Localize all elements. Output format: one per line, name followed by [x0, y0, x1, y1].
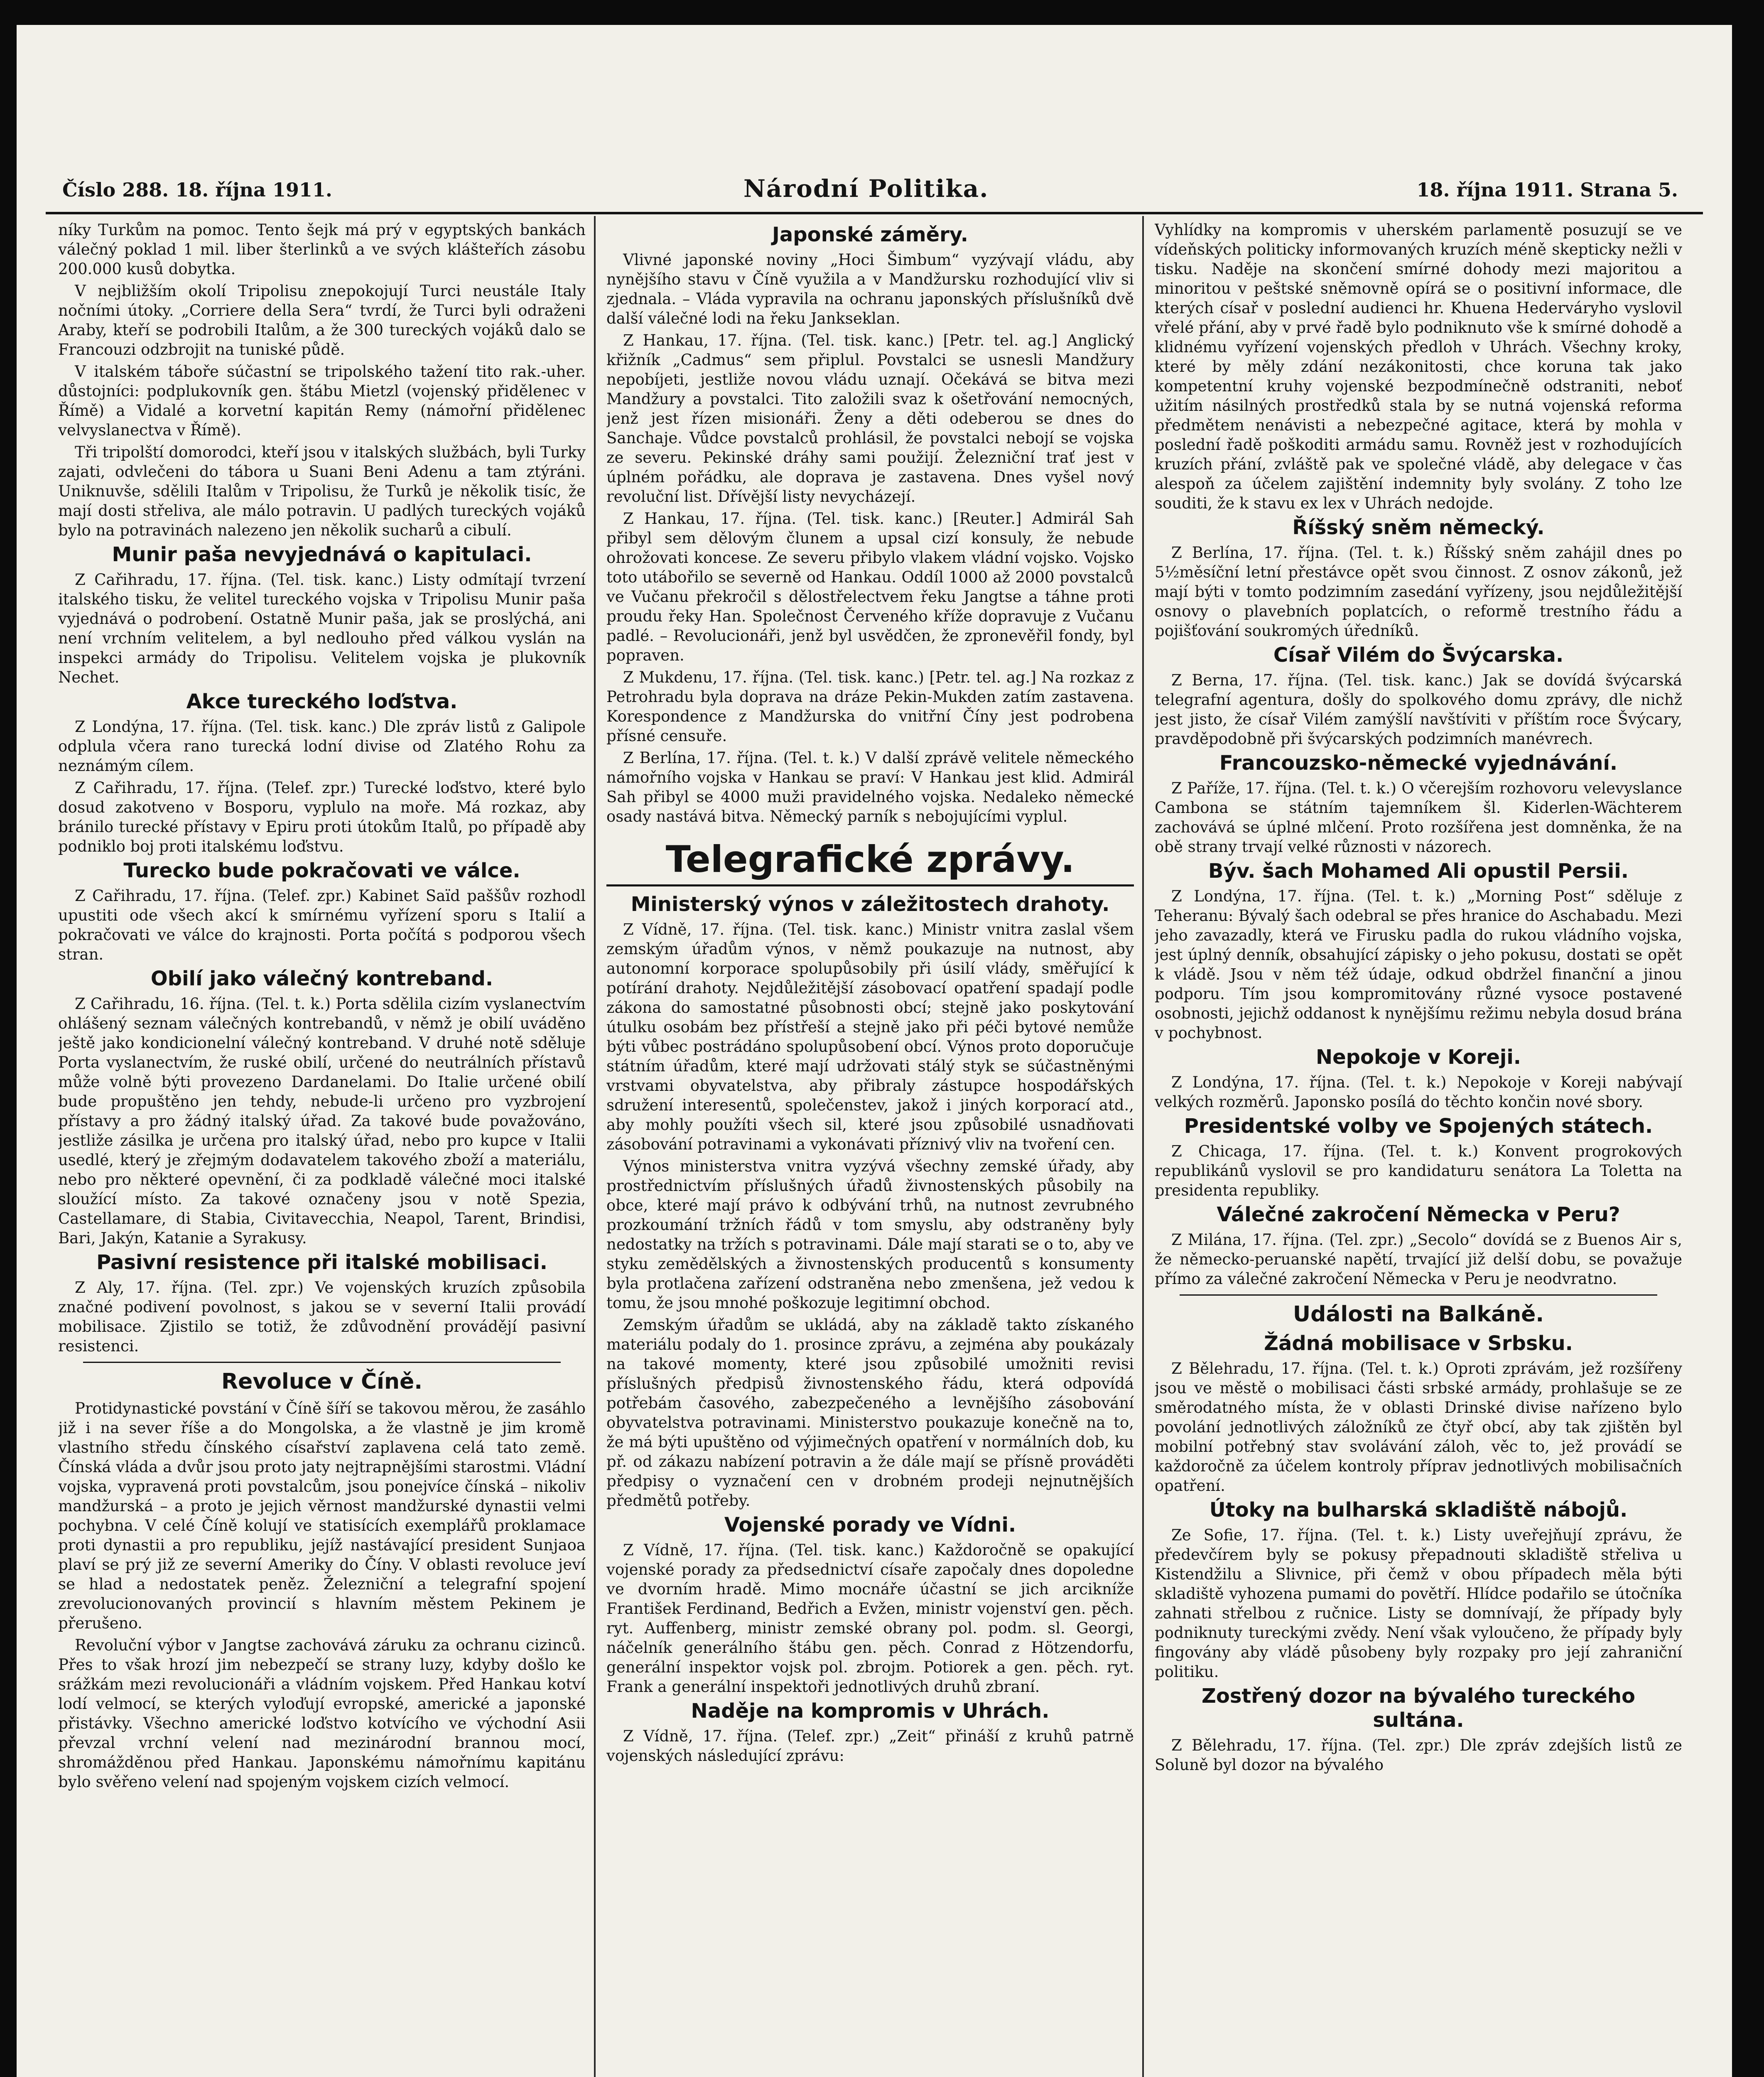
article-heading: Ministerský výnos v záležitostech drahoty.: [631, 893, 1110, 916]
section-separator: [1180, 1294, 1657, 1296]
paragraph: Z Hankau, 17. října. (Tel. tisk. kanc.) [Petr. tel. ag.] Anglický křižník „Cadmus“ sem připlul. Povstalci se usnesli Mandžury nepobíjeti, jestliže novou vládu uznají. Očekává se bitva mezi Mandžury a povstalci. Tito založili svaz k ošetřování nemocných, jenž jest řízen misionáři. Ženy a děti odeberou se dnes do Sanchaje. Vůdce povstalců prohlásil, že povstalci nebojí se vojska ze severu. Pekinské dráhy sami použijí. Železniční trať jest v úplném pořádku, ale doprava je zastavena. Dnes vyšel nový revoluční list. Dřívější listy nevycházejí.: [606, 331, 1134, 506]
newspaper-page: [17, 25, 1732, 2077]
paragraph: Z Mukdenu, 17. října. (Tel. tisk. kanc.) [Petr. tel. ag.] Na rozkaz z Petrohradu byla doprava na dráze Pekin-Mukden zatím zastavena. Korespondence z Mandžurska do vnitřní Číny jest podrobena přísné censuře.: [606, 668, 1134, 745]
paragraph: Z Vídně, 17. října. (Telef. zpr.) „Zeit“ přináší z kruhů patrně vojenských následující zprávu:: [606, 1727, 1134, 1765]
column-divider: [594, 216, 596, 2077]
article-heading: Útoky na bulharská skladiště nábojů.: [1209, 1498, 1628, 1522]
article-heading: Císař Vilém do Švýcarska.: [1273, 643, 1564, 667]
section-title-telegraphic-news: Telegrafické zprávy.: [606, 839, 1134, 886]
article-heading: Býv. šach Mohamed Ali opustil Persii.: [1208, 859, 1629, 883]
paragraph: Z Aly, 17. října. (Tel. zpr.) Ve vojenských kruzích způsobila značné podivení povolnost, s jakou se v severní Italii provádí mobilisace. Zjistilo se totiž, že zdůvodnění provádějí pasivní resistenci.: [58, 1279, 586, 1355]
paragraph: Z Cařihradu, 17. října. (Telef. zpr.) Turecké loďstvo, které bylo dosud zakotveno v Bosporu, vyplulo na moře. Má rozkaz, aby bránilo turecké přístavy v Epiru proti útokům Italů, po případě aby podniklo boj proti italskému loďstvu.: [58, 779, 586, 855]
column-3: [1155, 220, 1682, 2077]
article-heading: Japonské záměry.: [772, 223, 968, 246]
paragraph: Z Londýna, 17. října. (Tel. t. k.) „Morning Post“ sděluje z Teheranu: Bývalý šach odebral se přes hranice do Aschabadu. Mezi jeho zavazadly, která ve Firusku padla do rukou vládního vojska, jest úplný denník, obsahující zápisky o jeho pokusu, dostati se opět k vládě. Jsou v něm též údaje, odkud obdržel finanční a jinou podporu. Tím jsou kompromitovány různé vysoce postavené osobnosti, jejichž oddanost k nynějšímu režimu nebyla dosud brána v pochybnost.: [1155, 887, 1682, 1042]
paragraph: Vlivné japonské noviny „Hoci Šimbum“ vyzývají vládu, aby nynějšího stavu v Číně využila a v Mandžursku rozhodující vliv si zjednala. – Vláda vypravila na ochranu japonských příslušníků dvě další válečné lodi na řeku Jankseklan.: [606, 251, 1134, 327]
paragraph: V nejbližším okolí Tripolisu znepokojují Turci neustále Italy nočními útoky. „Corriere della Sera“ tvrdí, že Turci byli odraženi Araby, kteří se podrobili Italům, a že 300 tureckých vojáků dalo se Francouzi odzbrojit na tuniské půdě.: [58, 282, 586, 358]
paragraph: Z Berlína, 17. října. (Tel. t. k.) Říšský sněm zahájil dnes po 5½měsíční letní přestávce opět svou činnost. Z osnov zákonů, jež mají býti v tomto podzimním zasedání vyřízeny, jsou nejdůležitější osnovy o plavebních poplatcích, o reformě trestního řádu a pojišťování soukromých úředníků.: [1155, 544, 1682, 640]
section-separator: [83, 1362, 561, 1363]
article-heading: Francouzsko-německé vyjednávání.: [1219, 751, 1618, 775]
paragraph: Z Hankau, 17. října. (Tel. tisk. kanc.) [Reuter.] Admirál Sah přibyl sem dělovým člunem a upsal cizí konsuly, že nebude ohrožovati koncese. Ze severu přibylo vlakem vládní vojsko. Vojsko toto utábořilo se severně od Hankau. Oddíl 1000 až 2000 povstalců ve Vučanu překročil s dělostřelectvem řeku Jangtse a táhne proti proudu řeky Han. Společnost Červeného kříže dopravuje z Vučanu padlé. – Revolucionáři, jenž byl usvědčen, že zpronevěřil fondy, byl popraven.: [606, 510, 1134, 664]
paragraph: Z Londýna, 17. října. (Tel. tisk. kanc.) Dle zpráv listů z Galipole odplula včera ranо turecká lodní divise od Zlatého Rohu za neznámým cílem.: [58, 718, 586, 775]
article-heading: Naděje na kompromis v Uhrách.: [691, 1699, 1050, 1723]
article-heading: Nepokoje v Koreji.: [1315, 1046, 1521, 1069]
paragraph: Z Vídně, 17. října. (Tel. tisk. kanc.) Ministr vnitra zaslal všem zemským úřadům výnos, v němž poukazuje na nutnost, aby autonomní korporace spolupůsobily při úsilí vlády, směřující k potírání drahoty. Nejdůležitější zásobovací opatření spadají podle zákona do samostatné působnosti obcí; stejně jako poskytování útulku osobám bez přístřeší a stejně jako při péči bytové nemůže býti vůbec postrádáno spolupůsobení obcí. Výnos proto doporučuje státním úřadům, které mají udržovati stálý styk se súčastněnými vrstvami obyvatelstva, aby přibraly zástupce hospodářských sdružení interesentů, společenstev, jakož i jiných korporací atd., aby mohly použíti všech sil, které jsou způsobilé usnadňovati zásobování potravinami a vykonávati příznivý vliv na tvoření cen.: [606, 921, 1134, 1153]
paragraph: Z Berlína, 17. října. (Tel. t. k.) V další zprávě velitele německého námořního vojska v Hankau se praví: V Hankau jest klid. Admirál Sah přibyl se 4000 muži pravidelného vojska. Nedaleko německé osady nastává bitva. Německý parník s nebojujícími vyplul.: [606, 749, 1134, 825]
article-heading: Zostřený dozor na bývalého tureckého sultána.: [1202, 1684, 1635, 1732]
paragraph: Ze Sofie, 17. října. (Tel. t. k.) Listy uveřejňují zprávu, že předevčírem byly se pokusy přepadnouti skladiště střeliva u Kistendžilu a Slivnice, při čemž v obou případech měla býti skladiště vyhozena pumami do povětří. Hlídce podařilo se útočníka zahnati střelbou z ručnice. Listy se domnívají, že případy byly podniknuty tureckými zvědy. Není však vyloučeno, že případy byly fingovány aby vládě působeny byly rozpaky pro její zahraniční politiku.: [1155, 1526, 1682, 1681]
masthead-rule: [46, 212, 1703, 214]
paragraph: Z Cařihradu, 16. října. (Tel. t. k.) Porta sdělila cizím vyslanectvím ohlášený seznam válečných kontrebandů, v němž je obilí uváděno ještě jako kondicionelní válečný kontreband. V druhé notě sděluje Porta vyslanectvím, že ruské obilí, určené do neutrálních přístavů může volně býti provezeno Dardanelami. Do Italie určené obilí bude propuštěno jen tehdy, nebude-li určeno pro vyzbrojení přístavy a pro žádný italský úřad. Za takové bude považováno, jestliže zásilka je určena pro italský úřad, nebo pro kupce v Italii usedlé, který je zřejmým dodavatelem takového zboží a materiálu, nebo pro některé opevnění, či za podkladě válečné moci italské sloužící místo. Za takové označeny jsou v notě Spezia, Castellamare, di Stabia, Civitavecchia, Neapol, Tarent, Brindisi, Bari, Jakýn, Katanie a Syrakusy.: [58, 995, 586, 1247]
article-heading: Žádná mobilisace v Srbsku.: [1264, 1332, 1573, 1355]
article-heading: Presidentské volby ve Spojených státech.: [1184, 1115, 1653, 1138]
paragraph: níky Turkům na pomoc. Tento šejk má prý v egyptských bankách válečný poklad 1 mil. liber šterlinků a ve svých klášteřích zásobu 200.000 kusů dobytka.: [58, 221, 586, 278]
paragraph: Z Chicaga, 17. října. (Tel. t. k.) Konvent progrokových republikánů vyslovil se pro kandidaturu senátora La Toletta na presidenta republiky.: [1155, 1142, 1682, 1199]
article-heading: Munir paša nevyjednává o kapitulaci.: [112, 543, 532, 566]
paragraph: Výnos ministerstva vnitra vyzývá všechny zemské úřady, aby prostřednictvím příslušných úřadů živnostenských působily na obce, které mají právo k odbývání trhů, na nutnost zevrubného prozkoumání tržních řádů v tom smyslu, aby odstraněny byly nedostatky na tržích s potravinami. Dále mají starati se o to, aby ve styku zemědělských a živnostenských producentů s konsumenty byla protlačena zařízení odstraněna nebo zmenšena, jež vedou k tomu, že jsou mnohé poškozuje legitimní obchod.: [606, 1157, 1134, 1312]
article-heading: Říšský sněm německý.: [1292, 516, 1545, 539]
column-divider: [1142, 216, 1144, 2077]
paragraph: Z Cařihradu, 17. října. (Tel. tisk. kanc.) Listy odmítají tvrzení italského tisku, že velitel tureckého vojska v Tripolisu Munir paša vyjednává o podrobení. Ostatně Munir paša, jak se proslýchá, ani není vrchním velitelem, a byl nedlouho před válkou vyslán na inspekci armády do Tripolisu. Velitelem vojska je plukovník Nechet.: [58, 571, 586, 686]
column-1: [58, 220, 586, 2077]
paragraph: Z Cařihradu, 17. října. (Telef. zpr.) Kabinet Saïd paššův rozhodl upustiti ode všech akcí k smírnému vyřízení sporu s Italií a pokračovati ve válce do krajnosti. Porta počítá s podporou všech stran.: [58, 887, 586, 963]
issue-number: Číslo 288. 18. října 1911.: [62, 179, 332, 201]
article-heading: Vojenské porady ve Vídni.: [724, 1513, 1016, 1537]
paragraph: Zemským úřadům se ukládá, aby na základě takto získaného materiálu podaly do 1. prosince zprávu, a zejména aby poukázaly na takové momenty, které jsou způsobilé umožniti revisi příslušných předpisů živnostenského řádu, která odpovídá potřebám časového, zabezpečeného a levnějšího zásobování obyvatelstva potravinami. Ministerstvo poukazuje konečně na to, že má býti upuštěno od výjimečných opatření v normálních dob, ku př. od zákazu nabízení potravin a že dále mají se přísně prováděti předpisy o vyznačení cen v drobném prodeji nejnutnějších předmětů potřeby.: [606, 1316, 1134, 1510]
article-heading: Turecko bude pokračovati ve válce.: [123, 859, 520, 882]
paragraph: Protidynastické povstání v Číně šíří se takovou měrou, že zasáhlo již i na sever říše a do Mongolska, a že vlastně je jim kromě vlastního středu čínského císařství zaplavena celá tato země. Čínská vláda a dvůr jsou proto jaty nejtrapnějšími starostmi. Vládní vojska, vypravená proti povstalcům, jsou ponejvíce čínská – nikoliv mandžurská – a proto je jejich věrnost mandžurské dynastii velmi pochybna. V celé Číně kolují ve statisících exemplářů proklamace proti dynastii a pro republiku, jejíž nastávající president Sunjaoa plaví se prý již ze severní Ameriky do Číny. V oblasti revoluce jeví se hlad a nedostatek peněz. Železniční a telegrafní spojení zrevolucionovaných provincií s hlavním městem Pekinem je přerušeno.: [58, 1399, 586, 1632]
paragraph: Z Vídně, 17. října. (Tel. tisk. kanc.) Každoročně se opakující vojenské porady za předsednictví císaře započaly dnes dopoledne ve dvorním hradě. Mimo mocnáře účastní se jich arcikníže František Ferdinand, Bedřich a Evžen, ministr vojenství gen. pěch. ryt. Auffenberg, ministr zemské obrany pol. podm. sl. Georgi, náčelník generálního štábu gen. pěch. Conrad z Hötzendorfu, generální inspektor vojsk pol. zbrojm. Potiorek a gen. pěch. ryt. Frank a generální inspektoři jednotlivých druhů zbraní.: [606, 1541, 1134, 1696]
article-heading: Pasivní resistence při italské mobilisaci.: [96, 1251, 547, 1274]
section-heading: Revoluce v Číně.: [221, 1369, 422, 1394]
article-heading: Válečné zakročení Německa v Peru?: [1217, 1203, 1620, 1226]
paragraph: Revoluční výbor v Jangtse zachovává záruku za ochranu cizinců. Přes to však hrozí jim nebezpečí se strany luzy, kdyby došlo ke srážkám mezi revolucionáři a vládním vojskem. Před Hankau kotví lodí velmocí, se kterých vyloďují evropské, americké a japonské přistávky. Všechno americké loďstvo kotvícího ve východní Asii převzal vrchní velení nad mezinárodní brannou mocí, shromážděnou před Hankau. Japonskému námořnímu kapitánu bylo svěřeno velení nad spojeným vojskem cizích velmocí.: [58, 1636, 586, 1791]
paragraph: Tři tripolští domorodci, kteří jsou v italských službách, byli Turky zajati, odvlečeni do tábora u Suani Beni Adenu a tam ztýráni. Uniknuvše, sdělili Italům v Tripolisu, že Turků je několik tisíc, že mají dosti střeliva, ale málo potravin. U padlých tureckých vojáků bylo na potravinách nalezeno jen několik sucharů a cibulí.: [58, 443, 586, 539]
paragraph: Z Berna, 17. října. (Tel. tisk. kanc.) Jak se dovídá švýcarská telegrafní agentura, došly do spolkového domu zprávy, dle nichž jest jisto, že císař Vilém zamýšlí navštíviti v příštím roce Švýcary, pravděpodobně při švýcarských podzimních manévrech.: [1155, 671, 1682, 748]
newspaper-title: Národní Politika.: [743, 174, 989, 203]
section-heading: Události na Balkáně.: [1293, 1302, 1544, 1327]
paragraph: Z Bělehradu, 17. října. (Tel. zpr.) Dle zpráv zdejších listů ze Soluně byl dozor na bývalého: [1155, 1736, 1682, 1774]
article-heading: Obilí jako válečný kontreband.: [150, 967, 493, 990]
masthead: [46, 162, 1703, 208]
paragraph: Z Milána, 17. října. (Tel. zpr.) „Secolo“ dovídá se z Buenos Air s, že německo-peruanské napětí, trvající již delší dobu, se považuje přímo za válečné zakročení Německa v Peru je neodvratno.: [1155, 1231, 1682, 1288]
paragraph: V italském táboře súčastní se tripolského tažení tito rak.-uher. důstojníci: podplukovník gen. štábu Mietzl (vojenský přidělenec v Římě) a Vidalé a korvetní kapitán Remy (námořní přidělenec velvyslanectva v Římě).: [58, 363, 586, 439]
paragraph: Z Paříže, 17. října. (Tel. t. k.) O včerejším rozhovoru velevyslance Cambona se státním tajemníkem šl. Kiderlen-Wächterem zachovává se úplné mlčení. Proto rozšířena jest domněnka, že na obě strany trvají velké různosti v názorech.: [1155, 779, 1682, 856]
article-heading: Akce tureckého loďstva.: [186, 690, 458, 713]
column-2: [606, 220, 1134, 2077]
page-number: 18. října 1911. Strana 5.: [1416, 179, 1678, 201]
paragraph: Vyhlídky na kompromis v uherském parlamentě posuzují se ve vídeňských politicky informovaných kruzích méně skepticky nežli v tisku. Naděje na skončení smírné dohody mezi majoritou a minoritou v peštské sněmovně opírá se o positivní informace, dle kterých císař v poslední audienci hr. Khuena Hederváryho vyslovil vřelé přání, aby v prvé řadě bylo podniknuto vše k smírné dohodě a klidnému vyřízení vojenských předloh v Uhrách. Všechny kroky, které by měly zdání nezákonitosti, chce koruna tak jako kompetentní kruhy vojenské bezpodmínečně odstraniti, neboť užitím násilných prostředků stala by se nutná vojenská reforma předmětem nenávisti a nebezpečné agitace, která by mohla v poslední řadě poškoditi armádu samu. Rovněž jest v rozhodujících kruzích přání, zvláště pak ve společné vládě, aby delegace v čas alespoň za účelem zajištění indemnity byly svolány. Z toho lze souditi, že k stavu ex lex v Uhrách nedojde.: [1155, 221, 1682, 512]
paragraph: Z Bělehradu, 17. října. (Tel. t. k.) Oproti zprávám, jež rozšířeny jsou ve městě o mobilisaci části srbské armády, prohlašuje se ze směrodatného místa, že v oblasti Drinské divise nařízeno bylo povolání jednotlivých záložníků ze čtyř obcí, aby tak zjištěn byl mobilní potřebný stav svolávání záloh, věc to, jež provádí se každoročně za účelem kontroly příprav jednotlivých mobilisačních opatření.: [1155, 1360, 1682, 1495]
paragraph: Z Londýna, 17. října. (Tel. t. k.) Nepokoje v Koreji nabývají velkých rozměrů. Japonsko posílá do těchto končin nové sbory.: [1155, 1073, 1682, 1111]
